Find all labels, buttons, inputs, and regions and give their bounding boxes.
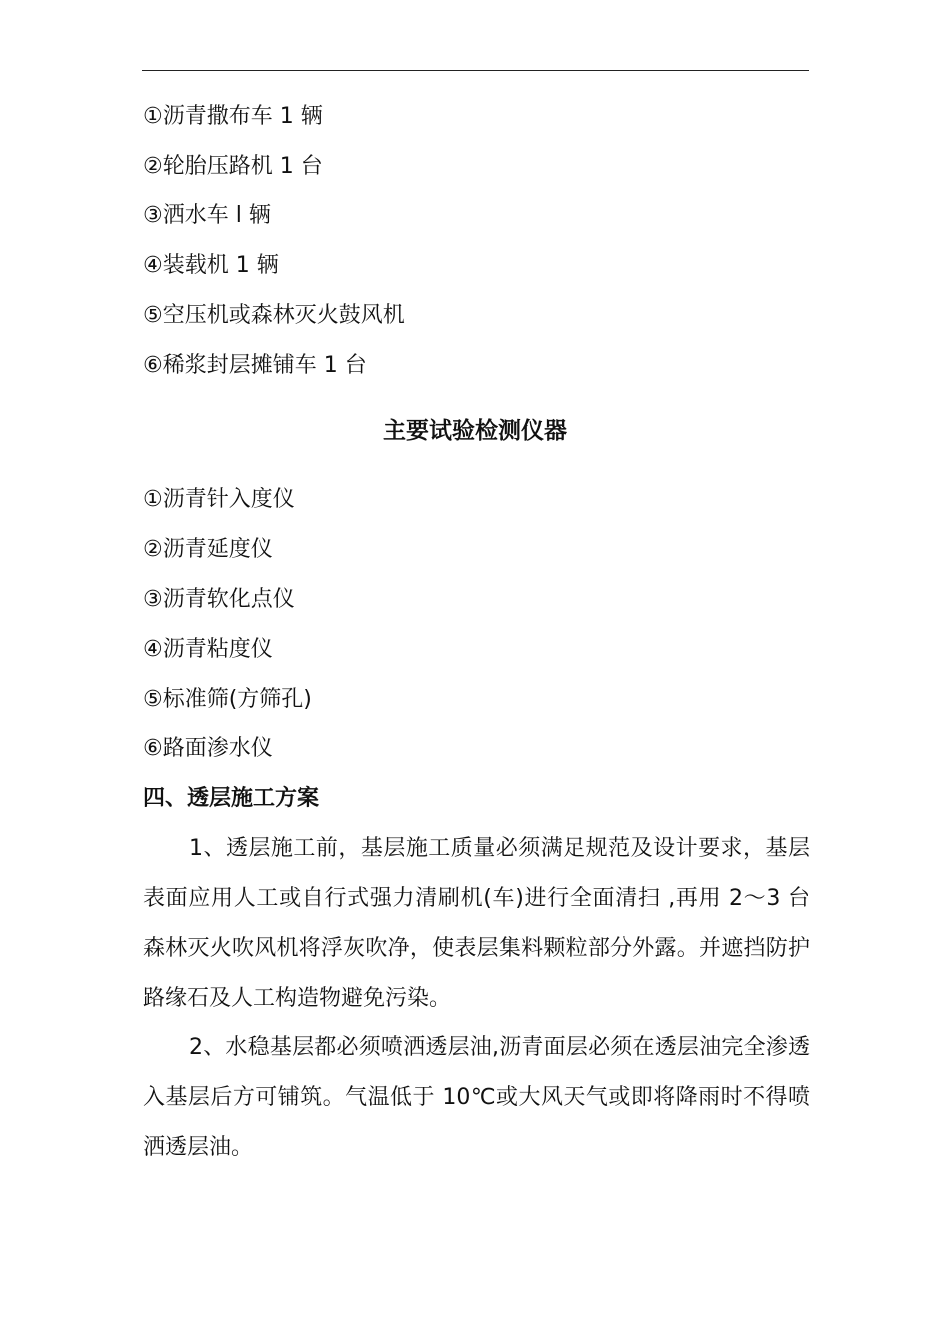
instrument-item: ③沥青软化点仪: [143, 587, 295, 612]
equipment-item: ④装载机 1 辆: [143, 253, 279, 278]
equipment-item: ②轮胎压路机 1 台: [143, 154, 323, 179]
instruments-title: 主要试验检测仪器: [383, 418, 567, 444]
header-rule: [142, 70, 809, 71]
paragraph-1: 1、透层施工前，基层施工质量必须满足规范及设计要求，基层表面应用人工或自行式强力清刷机(车)进行全面清扫 ,再用 2～3 台森林灭火吹风机将浮灰吹净，使表层集料颗粒部分外露。并遮挡防护路缘石及人工构造物避免污染。: [143, 836, 810, 1011]
instrument-item: ④沥青粘度仪: [143, 637, 273, 662]
equipment-item: ⑥稀浆封层摊铺车 1 台: [143, 353, 367, 378]
instrument-item: ①沥青针入度仪: [143, 487, 295, 512]
instrument-item: ⑤标准筛(方筛孔): [143, 687, 312, 712]
instrument-item: ⑥路面渗水仪: [143, 736, 273, 761]
instrument-item: ②沥青延度仪: [143, 537, 273, 562]
equipment-item: ⑤空压机或森林灭火鼓风机: [143, 303, 405, 328]
equipment-item: ③洒水车 l 辆: [143, 203, 271, 228]
equipment-item: ①沥青撒布车 1 辆: [143, 104, 323, 129]
section-heading: 四、透层施工方案: [143, 786, 320, 811]
paragraph-2: 2、水稳基层都必须喷洒透层油,沥青面层必须在透层油完全渗透入基层后方可铺筑。气温低于 10℃或大风天气或即将降雨时不得喷洒透层油。: [143, 1035, 810, 1160]
